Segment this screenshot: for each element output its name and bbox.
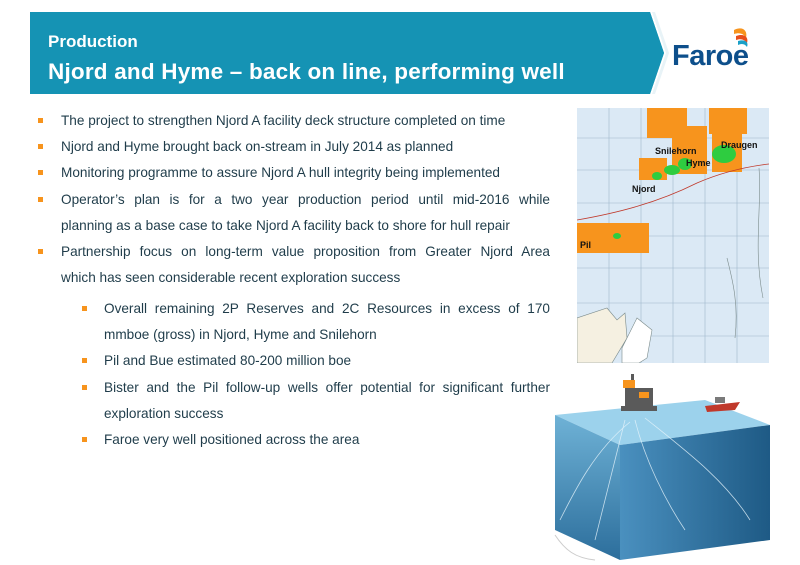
bullet-text: Pil and Bue estimated 80-200 million boe xyxy=(104,353,352,369)
bullet-text-line: planning as a base case to take Njord A facility back to shore for hull repair xyxy=(61,217,510,233)
logo-text: Faroe xyxy=(672,40,749,72)
bullet-text-line: Partnership focus on long-term value proposition from Greater Njord Area xyxy=(61,244,550,260)
slide-title: Njord and Hyme – back on line, performing well xyxy=(48,59,565,84)
bullet-marker xyxy=(38,170,43,175)
bullet-marker xyxy=(38,118,43,123)
bullet-marker xyxy=(82,437,87,442)
bullet-item xyxy=(34,187,550,239)
bullet-marker xyxy=(82,358,87,363)
bullet-marker xyxy=(38,144,43,149)
map-label-pil: Pil xyxy=(580,240,592,250)
platform-illustration xyxy=(535,370,795,565)
bullet-item xyxy=(34,108,550,134)
map-label-njord: Njord xyxy=(632,184,656,194)
sub-bullet-item xyxy=(34,375,550,427)
slide-subtitle: Production xyxy=(48,32,138,51)
sub-bullet-item xyxy=(34,427,550,453)
bullet-text: Faroe very well positioned across the area xyxy=(104,432,360,448)
sub-bullet-item xyxy=(34,348,550,374)
sub-bullet-list xyxy=(34,296,550,453)
bullet-text: Njord and Hyme brought back on-stream in July 2014 as planned xyxy=(61,139,454,155)
bullet-text: The project to strengthen Njord A facility deck structure completed on time xyxy=(61,113,506,128)
bullet-text-line: Overall remaining 2P Reserves and 2C Resources in excess of 170 xyxy=(104,301,550,316)
bullet-marker xyxy=(38,197,43,202)
sub-bullet-item xyxy=(34,296,550,348)
map-label-hyme: Hyme xyxy=(686,158,711,168)
bullet-marker xyxy=(82,306,87,311)
bullet-item xyxy=(34,239,550,291)
bullet-item xyxy=(34,134,550,160)
bullet-text-line: exploration success xyxy=(104,405,224,421)
map-label-snilehorn: Snilehorn xyxy=(655,146,697,156)
bullet-text-line: Bister and the Pil follow-up wells offer potential for significant further xyxy=(104,379,550,395)
bullet-marker xyxy=(82,385,87,390)
bullet-text-line: Operator’s plan is for a two year production period until mid-2016 while xyxy=(61,191,550,207)
bullet-marker xyxy=(38,249,43,254)
bullet-text: Monitoring programme to assure Njord A hull integrity being implemented xyxy=(61,165,500,181)
bullet-item xyxy=(34,160,550,186)
bullet-text-line: which has seen considerable recent exploration success xyxy=(61,270,401,286)
bullet-text-line: mmboe (gross) in Njord, Hyme and Snilehorn xyxy=(104,327,377,343)
map-label-draugen: Draugen xyxy=(721,140,758,150)
bullet-list xyxy=(34,108,550,291)
